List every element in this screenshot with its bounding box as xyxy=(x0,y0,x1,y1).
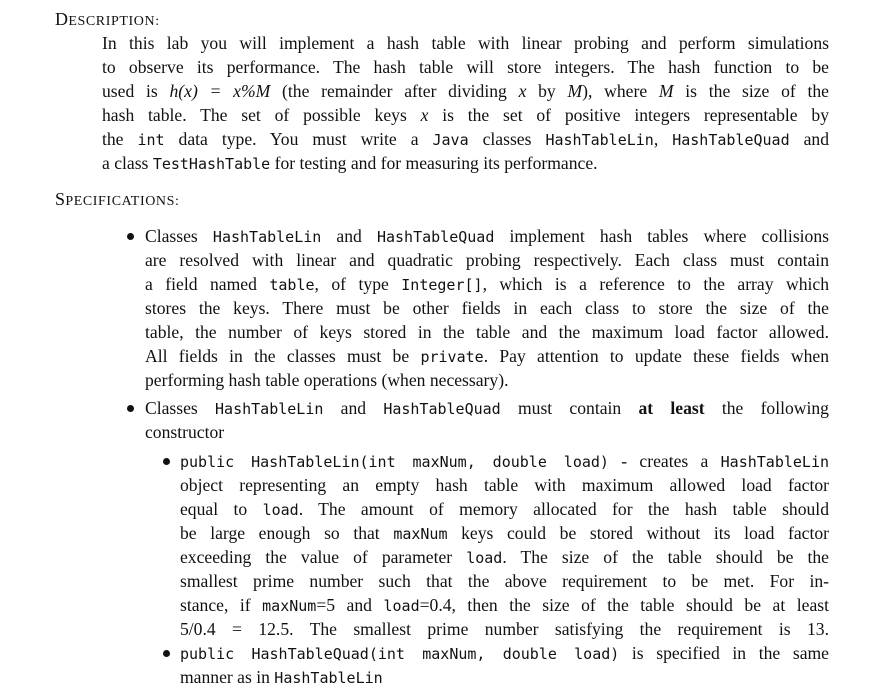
text-line xyxy=(180,569,829,593)
code: maxNum xyxy=(393,525,448,543)
text: and xyxy=(323,398,384,418)
text: - creates a xyxy=(608,451,721,471)
text: . The amount of memory allocated for the hash table should xyxy=(298,499,829,519)
text-line xyxy=(102,31,829,55)
text-line xyxy=(102,79,829,103)
text: exceeding the value of parameter xyxy=(180,547,467,567)
text: is the size of the xyxy=(673,81,829,101)
heading-rest: ESCRIPTION: xyxy=(68,14,160,29)
text-line xyxy=(180,665,829,689)
bold-text: at least xyxy=(638,398,705,418)
text-line xyxy=(145,248,829,272)
text: implement hash tables where collisions xyxy=(494,226,829,246)
text: stance, if xyxy=(180,595,263,615)
code: TestHashTable xyxy=(152,155,271,173)
text-line xyxy=(145,368,829,392)
text: by xyxy=(526,81,568,101)
text: . The smallest prime number satisfying the requirement is 13. xyxy=(289,619,829,639)
text: classes xyxy=(468,129,546,149)
text-line xyxy=(102,103,829,127)
text-line xyxy=(145,296,829,320)
code: int xyxy=(137,131,165,149)
math: x xyxy=(420,105,429,125)
spec-sub-bullet-1 xyxy=(180,449,829,641)
text: =0.4, then the size of the table should be at least xyxy=(419,595,830,615)
heading-rest: PECIFICATIONS: xyxy=(65,194,180,209)
description-heading xyxy=(55,8,160,33)
math: h(x) = x%M xyxy=(169,81,271,101)
heading-initial: S xyxy=(55,189,66,209)
description-paragraph xyxy=(102,31,829,175)
spec-bullet-2 xyxy=(145,396,829,444)
text: data type. You must write a xyxy=(164,129,433,149)
text: , which is a reference to the array which xyxy=(482,274,829,294)
text: smallest prime number such that the above requirement to be met. For in- xyxy=(180,571,829,591)
text: the following xyxy=(704,398,829,418)
text: constructor xyxy=(145,422,225,442)
text: object representing an empty hash table with maximum allowed load factor xyxy=(180,475,829,495)
code: HashTableLin xyxy=(274,669,383,687)
code: HashTableLin xyxy=(545,131,654,149)
text: ), where xyxy=(582,81,659,101)
text: is specified in the same xyxy=(619,643,829,663)
bullet-icon xyxy=(163,458,170,465)
text-line xyxy=(180,641,829,665)
bullet-icon xyxy=(127,405,134,412)
code: load xyxy=(262,501,299,519)
text-line xyxy=(102,127,829,151)
text: Classes xyxy=(145,398,216,418)
text-line xyxy=(145,224,829,248)
text: and xyxy=(789,129,830,149)
text-line xyxy=(145,320,829,344)
text-line xyxy=(180,449,829,473)
text-line xyxy=(102,55,829,79)
text-line xyxy=(180,473,829,497)
code: public HashTableQuad(int maxNum, double load) xyxy=(180,645,620,663)
text: , of type xyxy=(314,274,402,294)
code: HashTableLin xyxy=(215,400,324,418)
text: must contain xyxy=(500,398,639,418)
text: . The size of the table should be the xyxy=(502,547,829,567)
text: be large enough so that xyxy=(180,523,394,543)
text: All fields in the classes must be xyxy=(145,346,421,366)
text: is the set of positive integers representable by xyxy=(428,105,830,125)
text: to observe its performance. The hash table will store integers. The hash function to be xyxy=(102,57,829,77)
text-line xyxy=(180,617,829,641)
text: equal to xyxy=(180,499,263,519)
math: 5/0.4 = 12.5 xyxy=(180,619,290,639)
text: used is xyxy=(102,81,170,101)
text: , xyxy=(653,129,673,149)
text: and xyxy=(321,226,377,246)
code: HashTableQuad xyxy=(383,400,501,418)
text-line xyxy=(180,521,829,545)
text: stores the keys. There must be other fields in each class to store the size of the xyxy=(145,298,829,318)
math: x xyxy=(518,81,527,101)
code: load xyxy=(383,597,420,615)
text: table, the number of keys stored in the table and the maximum load factor allowed. xyxy=(145,322,829,342)
code: HashTableLin xyxy=(720,453,830,471)
bullet-icon xyxy=(127,233,134,240)
text: performing hash table operations (when necessary). xyxy=(145,370,509,390)
text-line xyxy=(180,497,829,521)
spec-sub-bullet-2 xyxy=(180,641,829,689)
text: =5 and xyxy=(316,595,384,615)
text-line xyxy=(145,396,829,420)
code: maxNum xyxy=(262,597,317,615)
heading-initial: D xyxy=(55,9,69,29)
text-line xyxy=(180,593,829,617)
specifications-heading xyxy=(55,188,180,213)
bullet-icon xyxy=(163,650,170,657)
code: HashTableQuad xyxy=(376,228,495,246)
text: keys could be stored without its load factor xyxy=(447,523,829,543)
text: In this lab you will implement a hash table with linear probing and perform simulations xyxy=(102,33,829,53)
code: load xyxy=(466,549,503,567)
math: M xyxy=(658,81,674,101)
text: the xyxy=(102,129,138,149)
code: HashTableLin xyxy=(212,228,322,246)
code: private xyxy=(420,348,484,366)
code: HashTableQuad xyxy=(672,131,790,149)
code: Java xyxy=(432,131,469,149)
text-line xyxy=(180,545,829,569)
text-line xyxy=(145,420,829,444)
code: public HashTableLin(int maxNum, double load) xyxy=(180,453,609,471)
code: table xyxy=(269,276,315,294)
text: hash table. The set of possible keys xyxy=(102,105,421,125)
text: for testing and for measuring its performance. xyxy=(270,153,598,173)
text: a field named xyxy=(145,274,270,294)
code: Integer[] xyxy=(401,276,483,294)
text: a class xyxy=(102,153,153,173)
text: are resolved with linear and quadratic probing respectively. Each class must contain xyxy=(145,250,829,270)
spec-bullet-1 xyxy=(145,224,829,392)
text-line xyxy=(145,344,829,368)
text-line xyxy=(145,272,829,296)
text-line xyxy=(102,151,829,175)
text: (the remainder after dividing xyxy=(270,81,519,101)
text: Classes xyxy=(145,226,213,246)
text: . Pay attention to update these fields when xyxy=(483,346,829,366)
math: M xyxy=(567,81,583,101)
text: manner as in xyxy=(180,667,275,687)
